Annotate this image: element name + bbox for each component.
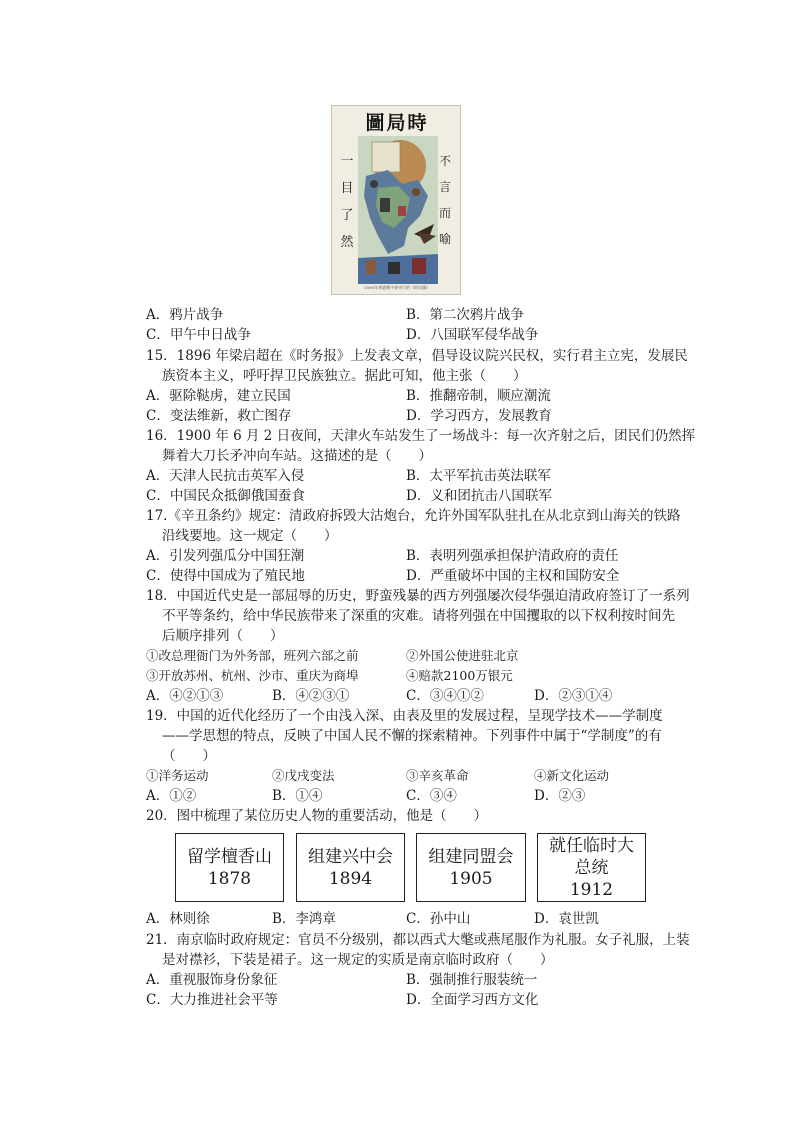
figure-right-char: 言 xyxy=(438,180,451,194)
figure-left-char: 目 xyxy=(340,181,354,196)
q20-option-b: B．李鸿章 xyxy=(272,911,336,927)
q19-item-2: ②戊戌变法 xyxy=(272,768,335,783)
q17-option-d: D．严重破坏中国的主权和国防安全 xyxy=(406,568,620,584)
figure-left-caption xyxy=(338,148,356,256)
q17-option-c: C．使得中国成为了殖民地 xyxy=(146,568,305,584)
figure-left-char: 一 xyxy=(340,154,354,169)
timeline-box-1912 xyxy=(537,833,646,902)
figure-title: 圖局時 xyxy=(365,112,429,134)
q17-stem-line2: 沿线要地。这一规定（ ） xyxy=(162,528,338,544)
q21-option-a: A．重视服饰身份象征 xyxy=(146,972,278,988)
figure-bottom-caption: 1898年香港興中會刊行的《時局圖》 xyxy=(363,285,431,290)
q15-option-c: C．变法维新，救亡图存 xyxy=(146,408,292,424)
q16-stem-line2: 舞着大刀长矛冲向车站。这描述的是（ ） xyxy=(162,448,432,464)
q15-stem-line2: 族资本主义，呼吁捍卫民族独立。据此可知，他主张（ ） xyxy=(162,368,527,384)
q14-option-b: B．第二次鸦片战争 xyxy=(406,307,524,323)
q18-item-3: ③开放苏州、杭州、沙市、重庆为商埠 xyxy=(146,668,359,683)
q15-stem-line1: 15．1896 年梁启超在《时务报》上发表文章，倡导设议院兴民权，实行君主立宪，发展民 xyxy=(146,348,688,364)
figure-left-char: 然 xyxy=(340,235,354,250)
q19-option-d: D．②③ xyxy=(534,788,586,804)
q15-option-d: D．学习西方，发展教育 xyxy=(406,408,552,424)
figure-left-char: 了 xyxy=(340,208,354,223)
q17-stem-line1: 17.《辛丑条约》规定：清政府拆毁大沽炮台，允许外国军队驻扎在从北京到山海关的铁路 xyxy=(146,508,681,524)
q18-stem-line1: 18．中国近代史是一部屈辱的历史，野蛮残暴的西方列强屡次侵华强迫清政府签订了一系列 xyxy=(146,588,690,604)
q18-item-1: ①改总理衙门为外务部，班列六部之前 xyxy=(146,648,359,663)
q15-option-b: B．推翻帝制，顺应潮流 xyxy=(406,388,551,404)
q19-option-c: C．③④ xyxy=(406,788,457,804)
q19-stem-line2: ——学思想的特点，反映了中国人民不懈的探索精神。下列事件中属于“学制度”的有 xyxy=(162,728,662,744)
q16-option-a: A．天津人民抗击英军入侵 xyxy=(146,468,305,484)
q20-option-d: D．袁世凯 xyxy=(534,911,599,927)
figure-right-char: 喻 xyxy=(438,232,451,246)
q18-stem-line3: 后顺序排列（ ） xyxy=(162,628,284,644)
timeline-box-year: 1912 xyxy=(569,880,614,900)
q15-option-a: A．驱除鞑虏，建立民国 xyxy=(146,388,291,404)
q20-option-c: C．孙中山 xyxy=(406,911,471,927)
figure-right-char: 不 xyxy=(438,154,451,168)
q16-option-d: D．义和团抗击八国联军 xyxy=(406,488,552,504)
q16-option-c: C．中国民众抵御俄国蚕食 xyxy=(146,488,305,504)
timeline-box-text: 留学檀香山 xyxy=(187,847,272,867)
q21-option-c: C．大力推进社会平等 xyxy=(146,992,278,1008)
q14-option-c: C．甲午中日战争 xyxy=(146,327,251,343)
figure-map-illustration xyxy=(358,136,438,284)
timeline-box-year: 1905 xyxy=(449,869,493,889)
q14-option-a: A．鸦片战争 xyxy=(146,307,224,323)
q17-option-a: A．引发列强瓜分中国狂潮 xyxy=(146,548,305,564)
q17-option-b: B．表明列强承担保护清政府的责任 xyxy=(406,548,619,564)
q14-option-d: D．八国联军侵华战争 xyxy=(406,327,539,343)
timeline-box-text: 组建兴中会 xyxy=(308,847,393,867)
timeline-box-text: 总统 xyxy=(574,858,609,878)
timeline-box-text: 组建同盟会 xyxy=(428,847,514,867)
q19-item-4: ④新文化运动 xyxy=(534,768,610,783)
q20-stem-line1: 20．图中梳理了某位历史人物的重要活动，他是（ ） xyxy=(146,808,488,824)
q21-stem-line2: 是对襟衫，下装是裙子。这一规定的实质是南京临时政府（ ） xyxy=(162,952,554,968)
q16-option-b: B．太平军抗击英法联军 xyxy=(406,468,551,484)
q18-stem-line2: 不平等条约，给中华民族带来了深重的灾难。请将列强在中国攫取的以下权利按时间先 xyxy=(162,608,675,624)
q16-stem-line1: 16．1900 年 6 月 2 日夜间，天津火车站发生了一场战斗：每一次齐射之后，团民们仍然挥 xyxy=(146,428,696,444)
q19-stem-line3: （ ） xyxy=(162,748,216,764)
timeline-box-year: 1894 xyxy=(328,869,373,889)
q21-stem-line1: 21．南京临时政府规定：官员不分级别，都以西式大氅或燕尾服作为礼服。女子礼服，上装 xyxy=(146,932,690,948)
timeline-box-1878 xyxy=(175,833,284,902)
timeline-box-year: 1878 xyxy=(207,869,252,889)
q18-option-c: C．③④①② xyxy=(406,688,484,704)
q19-option-b: B．①④ xyxy=(272,788,323,804)
q19-stem-line1: 19．中国的近代化经历了一个由浅入深、由表及里的发展过程，呈现学技术——学制度 xyxy=(146,708,663,724)
q18-item-4: ④赔款2100万银元 xyxy=(406,668,513,683)
q20-option-a: A．林则徐 xyxy=(146,911,210,927)
figure-right-char: 而 xyxy=(438,206,451,220)
timeline-box-1905 xyxy=(416,833,526,902)
q19-item-3: ③辛亥革命 xyxy=(406,768,469,783)
q19-option-a: A．①② xyxy=(146,788,197,804)
timeline-box-text: 就任临时大 xyxy=(549,836,634,856)
figure-right-caption xyxy=(436,148,454,252)
q18-option-b: B．④②③① xyxy=(272,688,350,704)
q18-item-2: ②外国公使进驻北京 xyxy=(406,648,519,663)
q19-item-1: ①洋务运动 xyxy=(146,768,209,783)
q18-option-a: A．④②①③ xyxy=(146,688,224,704)
q21-option-b: B．强制推行服装统一 xyxy=(406,972,538,988)
q21-option-d: D．全面学习西方文化 xyxy=(406,992,539,1008)
q18-option-d: D．②③①④ xyxy=(534,688,613,704)
shiju-tu-figure xyxy=(331,105,461,295)
timeline-box-1894 xyxy=(296,833,405,902)
